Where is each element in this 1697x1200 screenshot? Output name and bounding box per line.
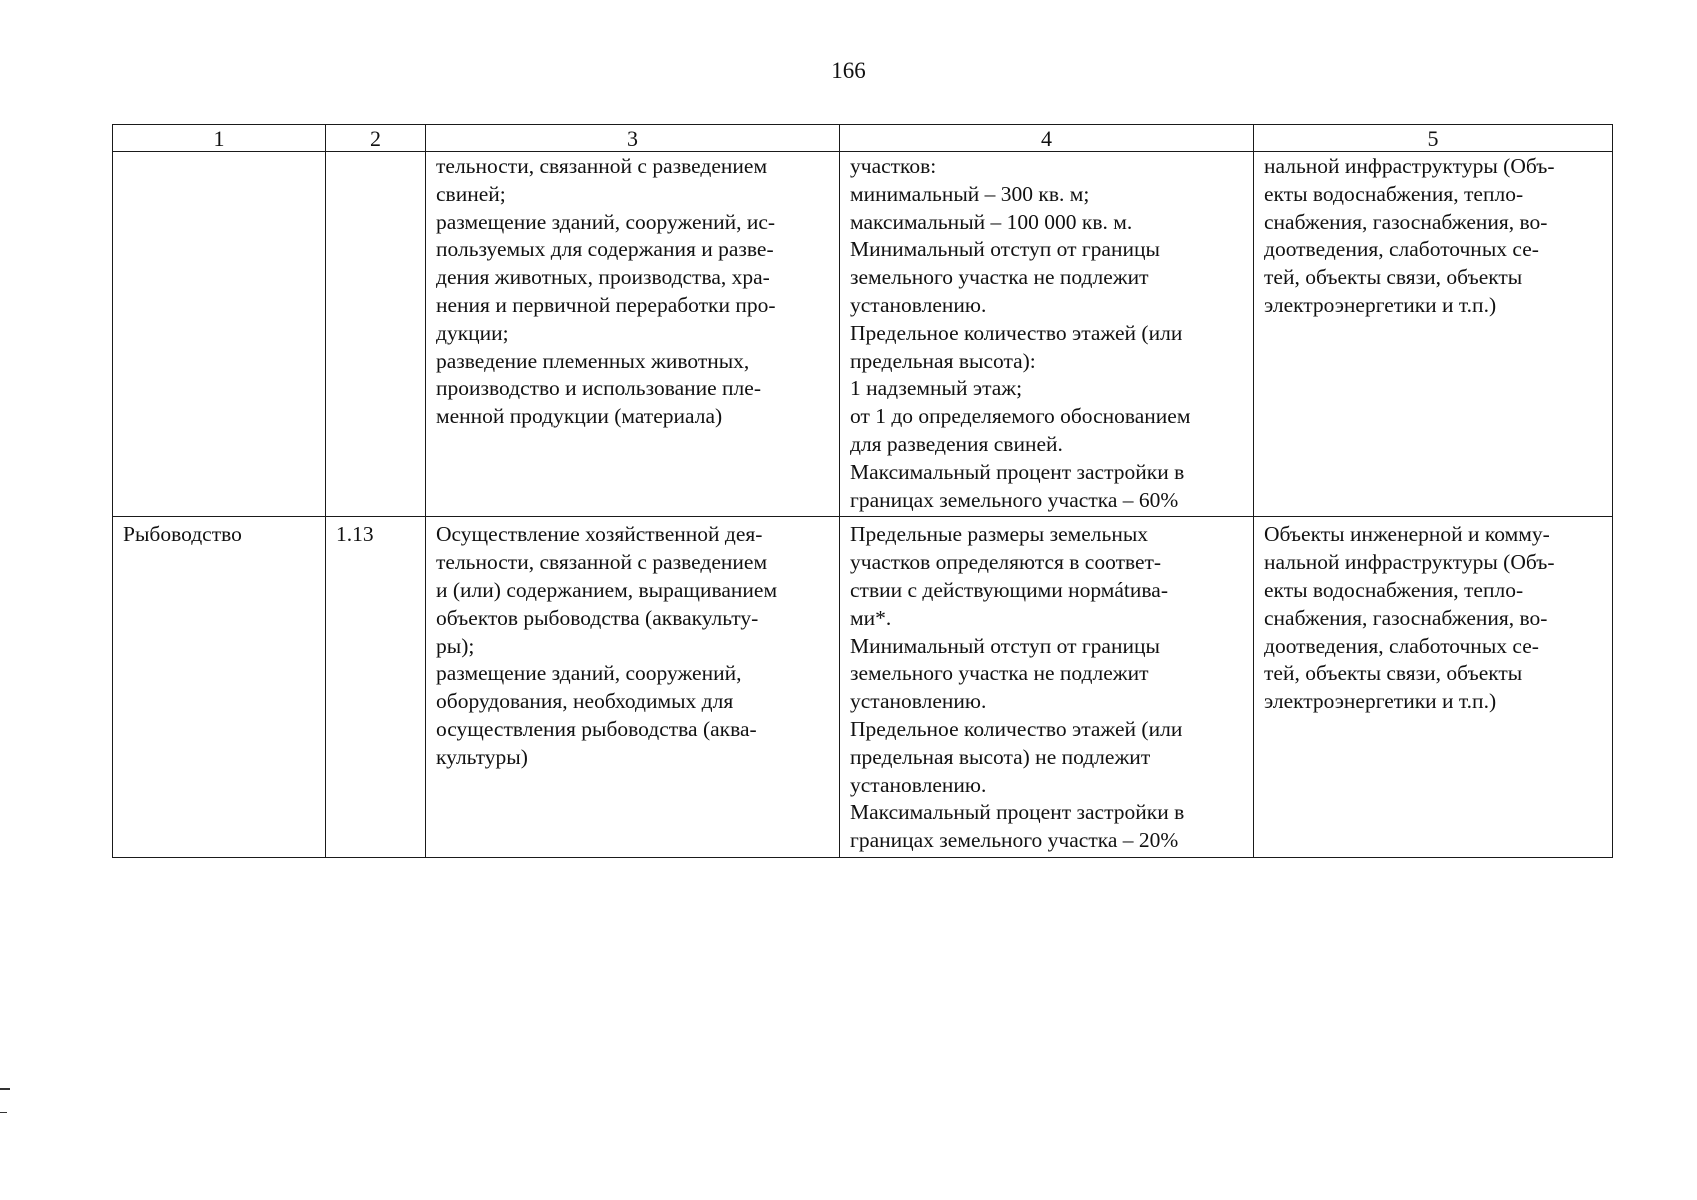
text-line: земельного участка не подлежит bbox=[850, 661, 1149, 686]
text-line: земельного участка не подлежит bbox=[850, 265, 1149, 290]
column-header: 2 bbox=[326, 125, 426, 152]
text-line: границах земельного участка – 60% bbox=[850, 487, 1179, 512]
text-line: предельная высота): bbox=[850, 348, 1036, 373]
text-line: культуры) bbox=[436, 744, 528, 769]
text-line: Объекты инженерной и комму- bbox=[1264, 522, 1550, 547]
text-line: Предельное количество этажей (или bbox=[850, 716, 1183, 741]
text-line: доотведения, слаботочных се- bbox=[1264, 633, 1539, 658]
use-name-cell bbox=[113, 152, 326, 517]
text-line: границах земельного участка – 20% bbox=[850, 828, 1179, 853]
parameters-cell bbox=[840, 152, 1254, 517]
column-header: 4 bbox=[840, 125, 1254, 152]
use-code-cell bbox=[326, 152, 426, 517]
text-line: снабжения, газоснабжения, во- bbox=[1264, 209, 1548, 234]
auxiliary-cell bbox=[1254, 152, 1613, 517]
text-line: снабжения, газоснабжения, во- bbox=[1264, 605, 1548, 630]
text-line: для разведения свиней. bbox=[850, 431, 1063, 456]
page-number: 166 bbox=[831, 58, 866, 83]
text-line: тей, объекты связи, объекты bbox=[1264, 265, 1523, 290]
text-line: электроэнергетики и т.п.) bbox=[1264, 689, 1497, 714]
text-line: нальной инфраструктуры (Объ- bbox=[1264, 154, 1555, 178]
text-line: дукции; bbox=[436, 320, 509, 345]
column-header: 5 bbox=[1254, 125, 1613, 152]
table-header-row bbox=[113, 125, 1613, 152]
scan-margin-mark bbox=[0, 1112, 7, 1113]
text-line: предельная высота) не подлежит bbox=[850, 744, 1151, 769]
text-line: дения животных, производства, хра- bbox=[436, 265, 770, 290]
text-line: свиней; bbox=[436, 181, 506, 206]
text-line: ствии с действующими нормátива- bbox=[850, 577, 1168, 602]
text-line: установлению. bbox=[850, 772, 987, 797]
text-line: екты водоснабжения, тепло- bbox=[1264, 577, 1524, 602]
auxiliary-cell bbox=[1254, 517, 1613, 858]
text-line: установлению. bbox=[850, 292, 987, 317]
text-line: нальной инфраструктуры (Объ- bbox=[1264, 550, 1555, 575]
text-line: Максимальный процент застройки в bbox=[850, 800, 1185, 825]
text-line: от 1 до определяемого обоснованием bbox=[850, 404, 1191, 429]
text-line: Предельные размеры земельных bbox=[850, 522, 1149, 547]
text-line: Предельное количество этажей (или bbox=[850, 320, 1183, 345]
text-line: оборудования, необходимых для bbox=[436, 689, 734, 714]
text-line: размещение зданий, сооружений, ис- bbox=[436, 209, 776, 234]
text-line: доотведения, слаботочных се- bbox=[1264, 237, 1539, 262]
zoning-table bbox=[112, 124, 1613, 858]
text-line: производство и использование пле- bbox=[436, 376, 761, 401]
text-line: Максимальный процент застройки в bbox=[850, 459, 1185, 484]
text-line: разведение племенных животных, bbox=[436, 348, 750, 373]
text-line: 1 надземный этаж; bbox=[850, 376, 1023, 401]
text-line: Минимальный отступ от границы bbox=[850, 633, 1160, 658]
text-line: ми*. bbox=[850, 605, 892, 630]
column-header: 3 bbox=[426, 125, 840, 152]
text-line: ры); bbox=[436, 633, 475, 658]
text-line: тельности, связанной с разведением bbox=[436, 154, 768, 178]
text-line: екты водоснабжения, тепло- bbox=[1264, 181, 1524, 206]
text-line: размещение зданий, сооружений, bbox=[436, 661, 742, 686]
text-line: осуществления рыбоводства (аква- bbox=[436, 716, 757, 741]
text-line: Минимальный отступ от границы bbox=[850, 237, 1160, 262]
text-line: максимальный – 100 000 кв. м. bbox=[850, 209, 1133, 234]
text-line: Осуществление хозяйственной дея- bbox=[436, 522, 763, 547]
description-cell bbox=[426, 517, 840, 858]
text-line: электроэнергетики и т.п.) bbox=[1264, 292, 1497, 317]
description-cell bbox=[426, 152, 840, 517]
text-line: тей, объекты связи, объекты bbox=[1264, 661, 1523, 686]
text-line: и (или) содержанием, выращиванием bbox=[436, 577, 778, 602]
table-row bbox=[113, 517, 1613, 858]
text-line: участков: bbox=[850, 154, 937, 178]
text-line: пользуемых для содержания и разве- bbox=[436, 237, 774, 262]
column-header: 1 bbox=[113, 125, 326, 152]
use-code-cell: 1.13 bbox=[326, 517, 426, 858]
text-line: объектов рыбоводства (аквакульту- bbox=[436, 605, 759, 630]
text-line: участков определяются в соответ- bbox=[850, 550, 1162, 575]
scan-margin-mark bbox=[0, 1088, 10, 1090]
text-line: минимальный – 300 кв. м; bbox=[850, 181, 1090, 206]
text-line: нения и первичной переработки про- bbox=[436, 292, 776, 317]
use-name-cell: Рыбоводство bbox=[113, 517, 326, 858]
text-line: тельности, связанной с разведением bbox=[436, 550, 768, 575]
text-line: установлению. bbox=[850, 689, 987, 714]
table-row bbox=[113, 152, 1613, 517]
parameters-cell bbox=[840, 517, 1254, 858]
text-line: менной продукции (материала) bbox=[436, 404, 723, 429]
